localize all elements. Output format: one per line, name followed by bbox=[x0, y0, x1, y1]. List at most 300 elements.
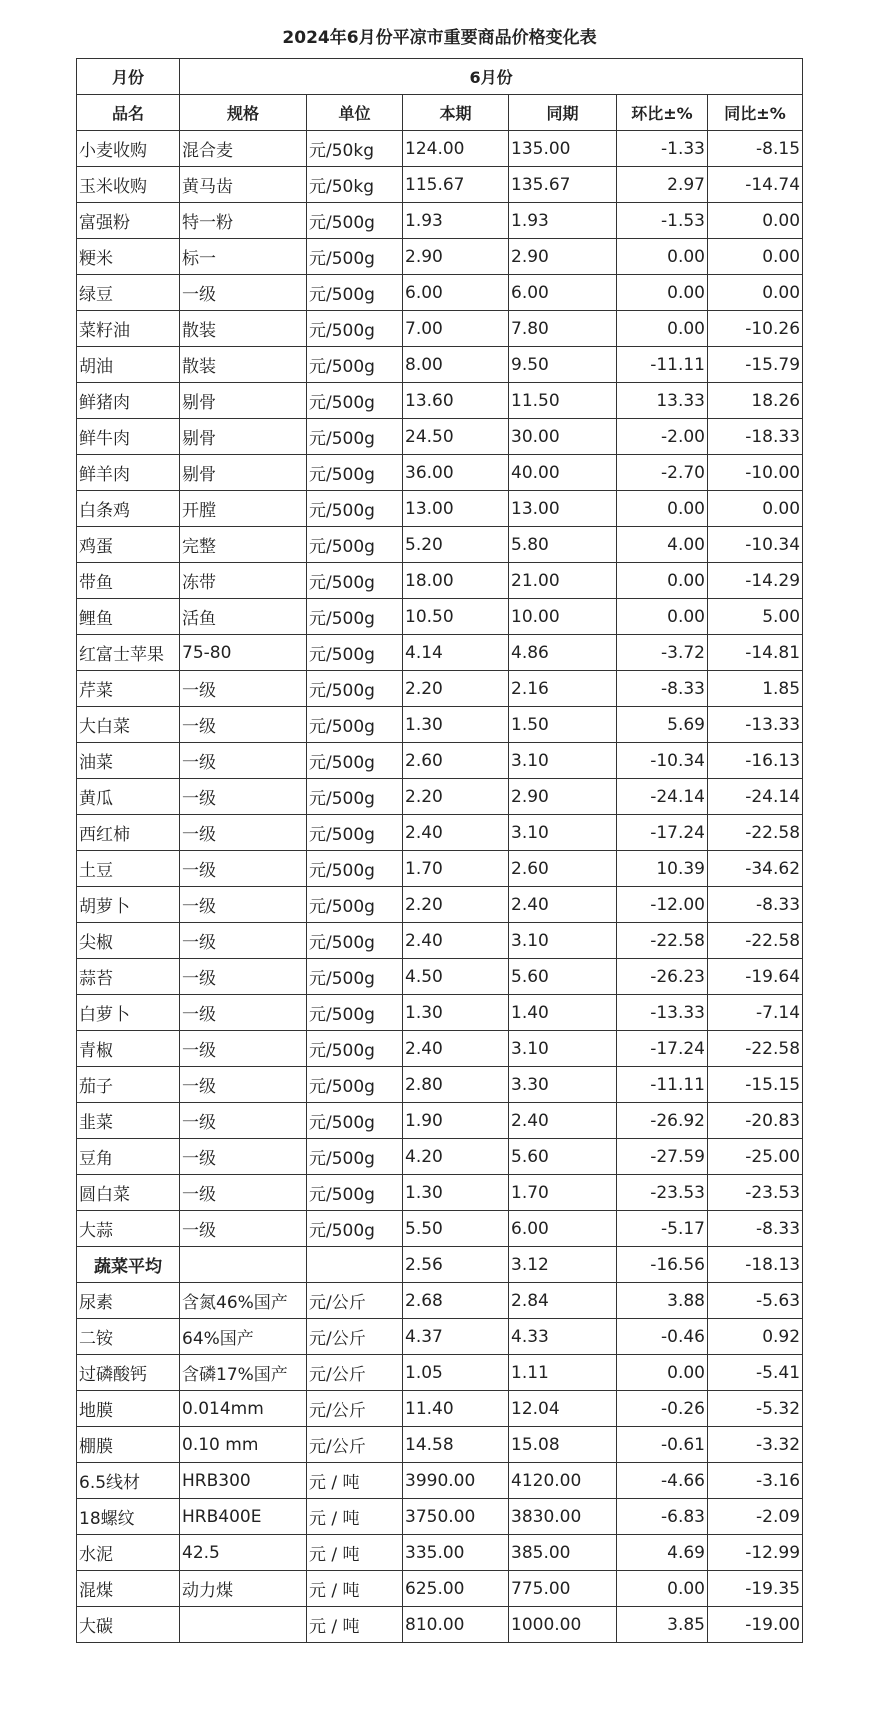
unit-cell: 元/500g bbox=[307, 599, 403, 635]
same-period-price-cell: 1.70 bbox=[509, 1175, 617, 1211]
unit-cell: 元/500g bbox=[307, 743, 403, 779]
mom-change-cell: 0.00 bbox=[617, 311, 708, 347]
same-period-price-cell: 6.00 bbox=[509, 275, 617, 311]
same-period-price-cell: 3.10 bbox=[509, 923, 617, 959]
spec-cell: 散装 bbox=[180, 311, 307, 347]
spec-cell: 64%国产 bbox=[180, 1319, 307, 1355]
spec-cell: 含磷17%国产 bbox=[180, 1355, 307, 1391]
table-row bbox=[77, 1139, 803, 1175]
current-price-cell: 2.20 bbox=[403, 779, 509, 815]
unit-cell: 元/500g bbox=[307, 815, 403, 851]
current-price-cell: 2.60 bbox=[403, 743, 509, 779]
spec-cell: 活鱼 bbox=[180, 599, 307, 635]
unit-cell: 元/500g bbox=[307, 1103, 403, 1139]
table-row bbox=[77, 275, 803, 311]
same-period-price-cell: 13.00 bbox=[509, 491, 617, 527]
yoy-change-cell: -8.33 bbox=[708, 1211, 803, 1247]
spec-cell bbox=[180, 1247, 307, 1283]
mom-change-cell: -10.34 bbox=[617, 743, 708, 779]
table-row bbox=[77, 491, 803, 527]
table-row bbox=[77, 563, 803, 599]
yoy-change-cell: 0.00 bbox=[708, 491, 803, 527]
spec-cell: 一级 bbox=[180, 959, 307, 995]
spec-cell: 完整 bbox=[180, 527, 307, 563]
table-row bbox=[77, 1463, 803, 1499]
same-period-price-cell: 3830.00 bbox=[509, 1499, 617, 1535]
current-price-cell: 6.00 bbox=[403, 275, 509, 311]
table-row bbox=[77, 779, 803, 815]
current-price-cell: 3990.00 bbox=[403, 1463, 509, 1499]
name-cell: 蒜苔 bbox=[77, 959, 180, 995]
mom-change-cell: 2.97 bbox=[617, 167, 708, 203]
mom-change-cell: -26.23 bbox=[617, 959, 708, 995]
table-row bbox=[77, 239, 803, 275]
same-period-price-cell: 2.84 bbox=[509, 1283, 617, 1319]
spec-cell: 一级 bbox=[180, 1067, 307, 1103]
name-cell: 胡萝卜 bbox=[77, 887, 180, 923]
table-row bbox=[77, 743, 803, 779]
unit-cell: 元/500g bbox=[307, 347, 403, 383]
unit-cell: 元/500g bbox=[307, 455, 403, 491]
unit-cell: 元/500g bbox=[307, 851, 403, 887]
table-row bbox=[77, 1427, 803, 1463]
mom-change-cell: -12.00 bbox=[617, 887, 708, 923]
mom-change-cell: -24.14 bbox=[617, 779, 708, 815]
yoy-change-cell: -34.62 bbox=[708, 851, 803, 887]
current-price-cell: 14.58 bbox=[403, 1427, 509, 1463]
current-price-cell: 115.67 bbox=[403, 167, 509, 203]
spec-cell: 一级 bbox=[180, 887, 307, 923]
current-price-cell: 13.00 bbox=[403, 491, 509, 527]
yoy-change-cell: -24.14 bbox=[708, 779, 803, 815]
spec-cell: 一级 bbox=[180, 1211, 307, 1247]
yoy-change-cell: -15.79 bbox=[708, 347, 803, 383]
mom-change-cell: -23.53 bbox=[617, 1175, 708, 1211]
current-price-cell: 1.70 bbox=[403, 851, 509, 887]
spec-cell: 一级 bbox=[180, 1139, 307, 1175]
table-row bbox=[77, 1319, 803, 1355]
unit-cell: 元 / 吨 bbox=[307, 1499, 403, 1535]
table-row bbox=[77, 455, 803, 491]
column-header-current: 本期 bbox=[403, 95, 509, 131]
spec-cell: 0.014mm bbox=[180, 1391, 307, 1427]
column-header-name: 品名 bbox=[77, 95, 180, 131]
unit-cell: 元/500g bbox=[307, 671, 403, 707]
name-cell: 地膜 bbox=[77, 1391, 180, 1427]
same-period-price-cell: 3.12 bbox=[509, 1247, 617, 1283]
current-price-cell: 8.00 bbox=[403, 347, 509, 383]
same-period-price-cell: 5.60 bbox=[509, 1139, 617, 1175]
yoy-change-cell: -18.33 bbox=[708, 419, 803, 455]
mom-change-cell: -26.92 bbox=[617, 1103, 708, 1139]
same-period-price-cell: 4.86 bbox=[509, 635, 617, 671]
unit-cell: 元/公斤 bbox=[307, 1319, 403, 1355]
mom-change-cell: 0.00 bbox=[617, 275, 708, 311]
table-row bbox=[77, 311, 803, 347]
name-cell: 菜籽油 bbox=[77, 311, 180, 347]
table-row bbox=[77, 131, 803, 167]
yoy-change-cell: -22.58 bbox=[708, 1031, 803, 1067]
column-header-yoy: 同比±% bbox=[708, 95, 803, 131]
table-row bbox=[77, 851, 803, 887]
table-row bbox=[77, 1607, 803, 1643]
name-cell: 黄瓜 bbox=[77, 779, 180, 815]
table-row bbox=[77, 707, 803, 743]
table-row bbox=[77, 635, 803, 671]
yoy-change-cell: 1.85 bbox=[708, 671, 803, 707]
spec-cell: HRB400E bbox=[180, 1499, 307, 1535]
same-period-price-cell: 30.00 bbox=[509, 419, 617, 455]
column-header-same-period: 同期 bbox=[509, 95, 617, 131]
same-period-price-cell: 40.00 bbox=[509, 455, 617, 491]
name-cell: 过磷酸钙 bbox=[77, 1355, 180, 1391]
yoy-change-cell: -15.15 bbox=[708, 1067, 803, 1103]
unit-cell: 元/公斤 bbox=[307, 1391, 403, 1427]
unit-cell: 元/500g bbox=[307, 239, 403, 275]
spec-cell: 一级 bbox=[180, 1031, 307, 1067]
yoy-change-cell: -20.83 bbox=[708, 1103, 803, 1139]
yoy-change-cell: -14.29 bbox=[708, 563, 803, 599]
current-price-cell: 7.00 bbox=[403, 311, 509, 347]
yoy-change-cell: -2.09 bbox=[708, 1499, 803, 1535]
yoy-change-cell: -22.58 bbox=[708, 815, 803, 851]
current-price-cell: 2.56 bbox=[403, 1247, 509, 1283]
spec-cell: 一级 bbox=[180, 923, 307, 959]
name-cell: 胡油 bbox=[77, 347, 180, 383]
name-cell: 油菜 bbox=[77, 743, 180, 779]
current-price-cell: 1.30 bbox=[403, 1175, 509, 1211]
yoy-change-cell: -8.15 bbox=[708, 131, 803, 167]
spec-cell: 一级 bbox=[180, 671, 307, 707]
same-period-price-cell: 5.60 bbox=[509, 959, 617, 995]
name-cell: 水泥 bbox=[77, 1535, 180, 1571]
table-row bbox=[77, 527, 803, 563]
table-row bbox=[77, 1103, 803, 1139]
mom-change-cell: -17.24 bbox=[617, 1031, 708, 1067]
mom-change-cell: -27.59 bbox=[617, 1139, 708, 1175]
unit-cell: 元/500g bbox=[307, 887, 403, 923]
unit-cell: 元/公斤 bbox=[307, 1283, 403, 1319]
same-period-price-cell: 11.50 bbox=[509, 383, 617, 419]
yoy-change-cell: -7.14 bbox=[708, 995, 803, 1031]
same-period-price-cell: 135.67 bbox=[509, 167, 617, 203]
mom-change-cell: -1.53 bbox=[617, 203, 708, 239]
mom-change-cell: -11.11 bbox=[617, 347, 708, 383]
name-cell: 尿素 bbox=[77, 1283, 180, 1319]
unit-cell: 元/500g bbox=[307, 563, 403, 599]
name-cell: 二铵 bbox=[77, 1319, 180, 1355]
name-cell: 鲤鱼 bbox=[77, 599, 180, 635]
same-period-price-cell: 21.00 bbox=[509, 563, 617, 599]
name-cell: 18螺纹 bbox=[77, 1499, 180, 1535]
spec-cell bbox=[180, 1607, 307, 1643]
unit-cell: 元/公斤 bbox=[307, 1427, 403, 1463]
yoy-change-cell: -14.74 bbox=[708, 167, 803, 203]
unit-cell: 元/500g bbox=[307, 1211, 403, 1247]
name-cell: 小麦收购 bbox=[77, 131, 180, 167]
page-title: 2024年6月份平凉市重要商品价格变化表 bbox=[282, 28, 597, 48]
name-cell: 茄子 bbox=[77, 1067, 180, 1103]
unit-cell: 元/500g bbox=[307, 1139, 403, 1175]
name-cell: 豆角 bbox=[77, 1139, 180, 1175]
spec-cell: 混合麦 bbox=[180, 131, 307, 167]
table-row bbox=[77, 1031, 803, 1067]
mom-change-cell: -3.72 bbox=[617, 635, 708, 671]
unit-cell: 元/500g bbox=[307, 491, 403, 527]
header-row-month bbox=[77, 59, 803, 95]
yoy-change-cell: 0.00 bbox=[708, 275, 803, 311]
name-cell: 圆白菜 bbox=[77, 1175, 180, 1211]
spec-cell: 剔骨 bbox=[180, 419, 307, 455]
mom-change-cell: -5.17 bbox=[617, 1211, 708, 1247]
name-cell: 尖椒 bbox=[77, 923, 180, 959]
yoy-change-cell: -12.99 bbox=[708, 1535, 803, 1571]
unit-cell: 元/500g bbox=[307, 1175, 403, 1211]
spec-cell: 一级 bbox=[180, 707, 307, 743]
table-row bbox=[77, 1175, 803, 1211]
yoy-change-cell: -18.13 bbox=[708, 1247, 803, 1283]
same-period-price-cell: 2.16 bbox=[509, 671, 617, 707]
mom-change-cell: 5.69 bbox=[617, 707, 708, 743]
table-row bbox=[77, 1067, 803, 1103]
yoy-change-cell: -5.63 bbox=[708, 1283, 803, 1319]
same-period-price-cell: 5.80 bbox=[509, 527, 617, 563]
mom-change-cell: -17.24 bbox=[617, 815, 708, 851]
spec-cell: 散装 bbox=[180, 347, 307, 383]
table-row bbox=[77, 1499, 803, 1535]
spec-cell: 一级 bbox=[180, 743, 307, 779]
same-period-price-cell: 2.60 bbox=[509, 851, 617, 887]
current-price-cell: 124.00 bbox=[403, 131, 509, 167]
same-period-price-cell: 775.00 bbox=[509, 1571, 617, 1607]
name-cell: 白萝卜 bbox=[77, 995, 180, 1031]
unit-cell: 元/500g bbox=[307, 419, 403, 455]
same-period-price-cell: 385.00 bbox=[509, 1535, 617, 1571]
name-cell: 韭菜 bbox=[77, 1103, 180, 1139]
mom-change-cell: -0.61 bbox=[617, 1427, 708, 1463]
name-cell: 鲜猪肉 bbox=[77, 383, 180, 419]
name-cell: 土豆 bbox=[77, 851, 180, 887]
unit-cell: 元/500g bbox=[307, 923, 403, 959]
spec-cell: 含氮46%国产 bbox=[180, 1283, 307, 1319]
unit-cell: 元/500g bbox=[307, 383, 403, 419]
current-price-cell: 2.20 bbox=[403, 887, 509, 923]
same-period-price-cell: 15.08 bbox=[509, 1427, 617, 1463]
name-cell: 青椒 bbox=[77, 1031, 180, 1067]
yoy-change-cell: 0.00 bbox=[708, 239, 803, 275]
mom-change-cell: 13.33 bbox=[617, 383, 708, 419]
same-period-price-cell: 1.93 bbox=[509, 203, 617, 239]
table-body bbox=[77, 131, 803, 1643]
same-period-price-cell: 3.10 bbox=[509, 743, 617, 779]
same-period-price-cell: 6.00 bbox=[509, 1211, 617, 1247]
yoy-change-cell: -22.58 bbox=[708, 923, 803, 959]
same-period-price-cell: 2.40 bbox=[509, 1103, 617, 1139]
same-period-price-cell: 1.11 bbox=[509, 1355, 617, 1391]
current-price-cell: 36.00 bbox=[403, 455, 509, 491]
table-row bbox=[77, 1535, 803, 1571]
yoy-change-cell: -3.16 bbox=[708, 1463, 803, 1499]
yoy-change-cell: -10.34 bbox=[708, 527, 803, 563]
table-row bbox=[77, 1571, 803, 1607]
current-price-cell: 5.20 bbox=[403, 527, 509, 563]
name-cell: 混煤 bbox=[77, 1571, 180, 1607]
mom-change-cell: -8.33 bbox=[617, 671, 708, 707]
current-price-cell: 2.80 bbox=[403, 1067, 509, 1103]
yoy-change-cell: -14.81 bbox=[708, 635, 803, 671]
table-row bbox=[77, 419, 803, 455]
current-price-cell: 2.40 bbox=[403, 815, 509, 851]
yoy-change-cell: -5.41 bbox=[708, 1355, 803, 1391]
month-label-cell: 月份 bbox=[77, 59, 180, 95]
unit-cell: 元/500g bbox=[307, 1067, 403, 1103]
table-row bbox=[77, 1391, 803, 1427]
unit-cell: 元/500g bbox=[307, 995, 403, 1031]
mom-change-cell: 0.00 bbox=[617, 563, 708, 599]
unit-cell: 元/500g bbox=[307, 203, 403, 239]
mom-change-cell: -1.33 bbox=[617, 131, 708, 167]
current-price-cell: 625.00 bbox=[403, 1571, 509, 1607]
name-cell: 绿豆 bbox=[77, 275, 180, 311]
table-row bbox=[77, 815, 803, 851]
yoy-change-cell: -10.00 bbox=[708, 455, 803, 491]
mom-change-cell: 0.00 bbox=[617, 491, 708, 527]
table-row bbox=[77, 887, 803, 923]
same-period-price-cell: 1.40 bbox=[509, 995, 617, 1031]
unit-cell: 元/500g bbox=[307, 779, 403, 815]
spec-cell: 开膛 bbox=[180, 491, 307, 527]
name-cell: 鲜羊肉 bbox=[77, 455, 180, 491]
name-cell: 鲜牛肉 bbox=[77, 419, 180, 455]
yoy-change-cell: 0.92 bbox=[708, 1319, 803, 1355]
name-cell: 芹菜 bbox=[77, 671, 180, 707]
same-period-price-cell: 3.10 bbox=[509, 815, 617, 851]
yoy-change-cell: 5.00 bbox=[708, 599, 803, 635]
name-cell: 鸡蛋 bbox=[77, 527, 180, 563]
same-period-price-cell: 4120.00 bbox=[509, 1463, 617, 1499]
mom-change-cell: 10.39 bbox=[617, 851, 708, 887]
spec-cell: 一级 bbox=[180, 815, 307, 851]
table-row bbox=[77, 383, 803, 419]
same-period-price-cell: 2.90 bbox=[509, 239, 617, 275]
spec-cell: 动力煤 bbox=[180, 1571, 307, 1607]
spec-cell: 特一粉 bbox=[180, 203, 307, 239]
current-price-cell: 2.40 bbox=[403, 923, 509, 959]
yoy-change-cell: -19.64 bbox=[708, 959, 803, 995]
unit-cell bbox=[307, 1247, 403, 1283]
current-price-cell: 18.00 bbox=[403, 563, 509, 599]
current-price-cell: 4.14 bbox=[403, 635, 509, 671]
same-period-price-cell: 9.50 bbox=[509, 347, 617, 383]
spec-cell: 一级 bbox=[180, 275, 307, 311]
current-price-cell: 24.50 bbox=[403, 419, 509, 455]
current-price-cell: 4.50 bbox=[403, 959, 509, 995]
table-row bbox=[77, 995, 803, 1031]
table-row bbox=[77, 1211, 803, 1247]
name-cell: 带鱼 bbox=[77, 563, 180, 599]
spec-cell: 黄马齿 bbox=[180, 167, 307, 203]
mom-change-cell: 3.88 bbox=[617, 1283, 708, 1319]
spec-cell: 剔骨 bbox=[180, 383, 307, 419]
table-row bbox=[77, 959, 803, 995]
table-row bbox=[77, 599, 803, 635]
same-period-price-cell: 7.80 bbox=[509, 311, 617, 347]
name-cell: 蔬菜平均 bbox=[77, 1247, 180, 1283]
mom-change-cell: 4.69 bbox=[617, 1535, 708, 1571]
spec-cell: 一级 bbox=[180, 995, 307, 1031]
yoy-change-cell: -13.33 bbox=[708, 707, 803, 743]
same-period-price-cell: 3.30 bbox=[509, 1067, 617, 1103]
spec-cell: 一级 bbox=[180, 1103, 307, 1139]
current-price-cell: 810.00 bbox=[403, 1607, 509, 1643]
table-row bbox=[77, 671, 803, 707]
unit-cell: 元 / 吨 bbox=[307, 1463, 403, 1499]
current-price-cell: 10.50 bbox=[403, 599, 509, 635]
current-price-cell: 335.00 bbox=[403, 1535, 509, 1571]
current-price-cell: 11.40 bbox=[403, 1391, 509, 1427]
table-row bbox=[77, 167, 803, 203]
table-row bbox=[77, 347, 803, 383]
name-cell: 红富士苹果 bbox=[77, 635, 180, 671]
yoy-change-cell: -25.00 bbox=[708, 1139, 803, 1175]
current-price-cell: 4.37 bbox=[403, 1319, 509, 1355]
mom-change-cell: -0.26 bbox=[617, 1391, 708, 1427]
spec-cell: 标一 bbox=[180, 239, 307, 275]
unit-cell: 元/500g bbox=[307, 527, 403, 563]
same-period-price-cell: 1.50 bbox=[509, 707, 617, 743]
spec-cell: 0.10 mm bbox=[180, 1427, 307, 1463]
name-cell: 大白菜 bbox=[77, 707, 180, 743]
column-header-mom: 环比±% bbox=[617, 95, 708, 131]
spec-cell: 一级 bbox=[180, 1175, 307, 1211]
current-price-cell: 13.60 bbox=[403, 383, 509, 419]
mom-change-cell: -4.66 bbox=[617, 1463, 708, 1499]
name-cell: 大蒜 bbox=[77, 1211, 180, 1247]
unit-cell: 元/500g bbox=[307, 635, 403, 671]
mom-change-cell: -11.11 bbox=[617, 1067, 708, 1103]
same-period-price-cell: 3.10 bbox=[509, 1031, 617, 1067]
same-period-price-cell: 4.33 bbox=[509, 1319, 617, 1355]
unit-cell: 元/500g bbox=[307, 275, 403, 311]
mom-change-cell: 4.00 bbox=[617, 527, 708, 563]
same-period-price-cell: 1000.00 bbox=[509, 1607, 617, 1643]
table-row bbox=[77, 1283, 803, 1319]
current-price-cell: 2.90 bbox=[403, 239, 509, 275]
name-cell: 西红柿 bbox=[77, 815, 180, 851]
unit-cell: 元/50kg bbox=[307, 167, 403, 203]
unit-cell: 元/500g bbox=[307, 707, 403, 743]
yoy-change-cell: -3.32 bbox=[708, 1427, 803, 1463]
name-cell: 粳米 bbox=[77, 239, 180, 275]
current-price-cell: 1.30 bbox=[403, 995, 509, 1031]
current-price-cell: 2.40 bbox=[403, 1031, 509, 1067]
yoy-change-cell: 0.00 bbox=[708, 203, 803, 239]
mom-change-cell: -0.46 bbox=[617, 1319, 708, 1355]
mom-change-cell: -13.33 bbox=[617, 995, 708, 1031]
unit-cell: 元 / 吨 bbox=[307, 1571, 403, 1607]
spec-cell: 42.5 bbox=[180, 1535, 307, 1571]
yoy-change-cell: -23.53 bbox=[708, 1175, 803, 1211]
same-period-price-cell: 2.40 bbox=[509, 887, 617, 923]
name-cell: 棚膜 bbox=[77, 1427, 180, 1463]
current-price-cell: 4.20 bbox=[403, 1139, 509, 1175]
yoy-change-cell: -10.26 bbox=[708, 311, 803, 347]
mom-change-cell: 3.85 bbox=[617, 1607, 708, 1643]
unit-cell: 元/500g bbox=[307, 1031, 403, 1067]
column-header-spec: 规格 bbox=[180, 95, 307, 131]
mom-change-cell: -2.00 bbox=[617, 419, 708, 455]
column-header-unit: 单位 bbox=[307, 95, 403, 131]
